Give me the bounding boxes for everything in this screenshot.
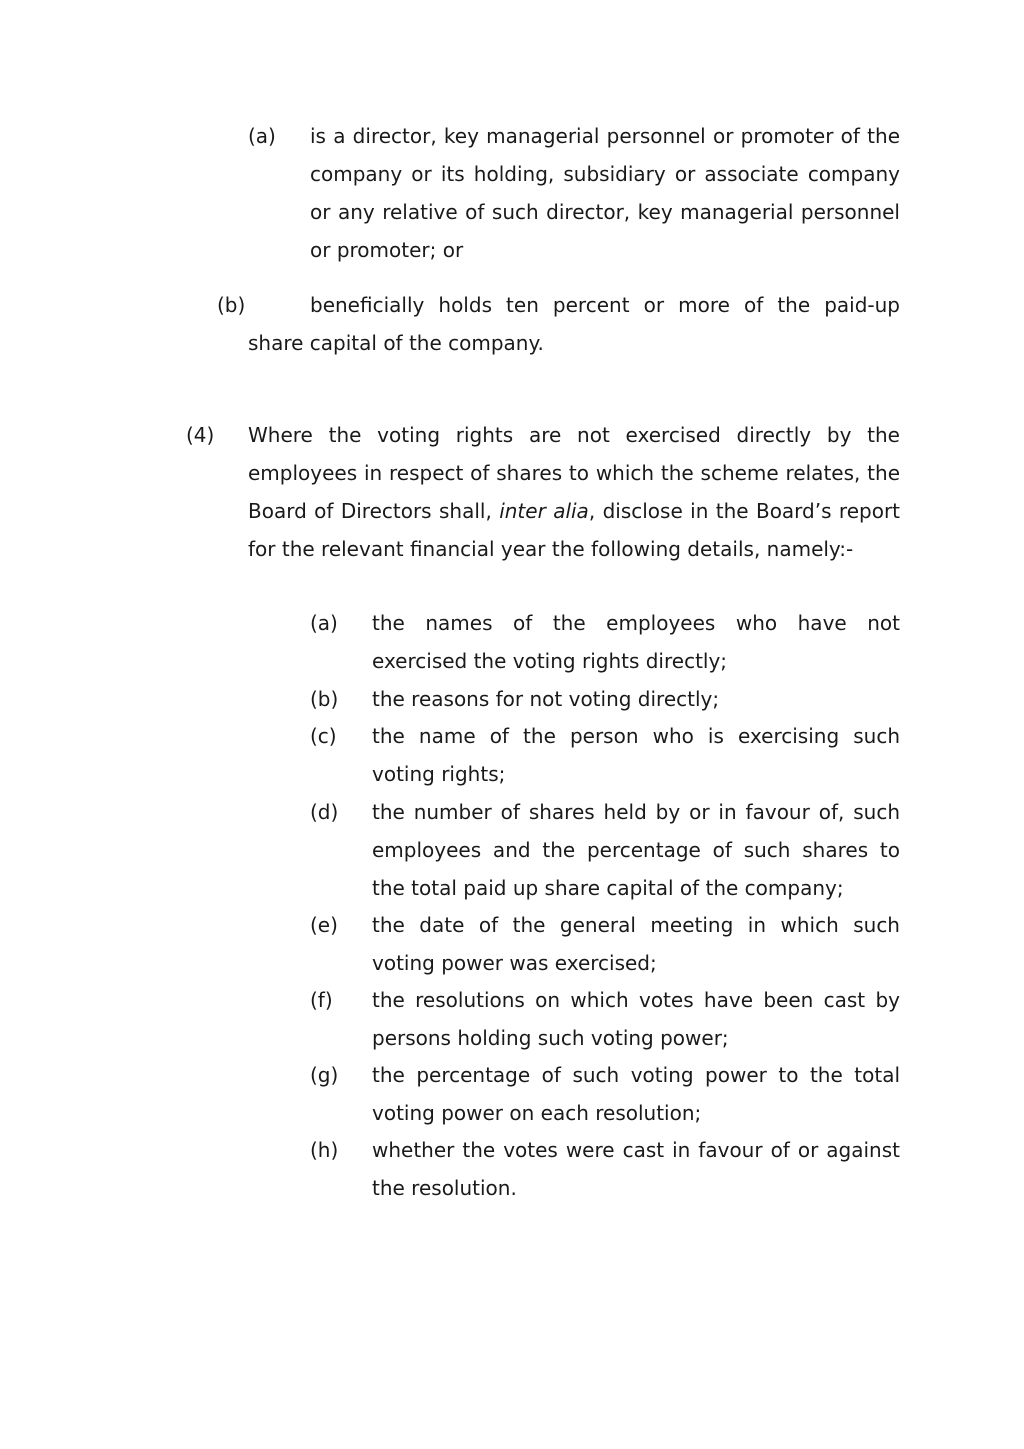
- clause-3-item-a: [248, 117, 900, 269]
- item-label: (d): [310, 800, 339, 824]
- item-label: (b): [217, 293, 246, 317]
- clause-4-item-c: [310, 717, 900, 793]
- clause-4-item-d: [310, 793, 900, 907]
- item-label: (c): [310, 724, 337, 748]
- item-label: (g): [310, 1063, 339, 1087]
- clause-4: [186, 416, 900, 568]
- clause-4-item-a: [310, 604, 900, 680]
- clause-label: (4): [186, 423, 215, 447]
- item-text: the number of shares held by or in favour of, such employees and the percentage of such shares to the total paid up share capital of the company;: [372, 800, 900, 900]
- clause-4-item-e: [310, 906, 900, 982]
- item-text: beneficially holds ten percent or more of the paid-up share capital of the company.: [248, 293, 900, 355]
- clause-4-item-b: [310, 680, 900, 718]
- item-label: (h): [310, 1138, 339, 1162]
- clause-text-italic: inter alia: [499, 499, 589, 523]
- clause-text-after: , disclose in the Board’s report for the relevant financial year the following details, namely:-: [248, 499, 901, 561]
- clause-4-item-g: [310, 1056, 900, 1132]
- item-label: (a): [248, 124, 276, 148]
- item-text: the date of the general meeting in which such voting power was exercised;: [372, 913, 900, 975]
- item-text: the percentage of such voting power to the total voting power on each resolution;: [372, 1063, 900, 1125]
- item-text: the names of the employees who have not exercised the voting rights directly;: [372, 611, 900, 673]
- item-text: the name of the person who is exercising such voting rights;: [372, 724, 900, 786]
- clause-4-item-h: [310, 1131, 900, 1207]
- item-label: (a): [310, 611, 338, 635]
- clause-3-item-b: [217, 286, 900, 362]
- item-text: whether the votes were cast in favour of or against the resolution.: [372, 1138, 900, 1200]
- item-text: is a director, key managerial personnel or promoter of the company or its holding, subsidiary or associate company or any relative of such director, key managerial personnel or promoter; or: [310, 124, 900, 262]
- item-label: (e): [310, 913, 338, 937]
- clause-text-before: Where the voting rights are not exercised directly by the employees in respect of shares to which the scheme relates, the Board of Directors shall,: [248, 423, 900, 523]
- item-label: (b): [310, 687, 339, 711]
- item-text: the reasons for not voting directly;: [372, 687, 720, 711]
- item-label: (f): [310, 988, 333, 1012]
- clause-text: [248, 416, 900, 568]
- clause-4-item-f: [310, 981, 900, 1057]
- item-text: the resolutions on which votes have been cast by persons holding such voting power;: [372, 988, 900, 1050]
